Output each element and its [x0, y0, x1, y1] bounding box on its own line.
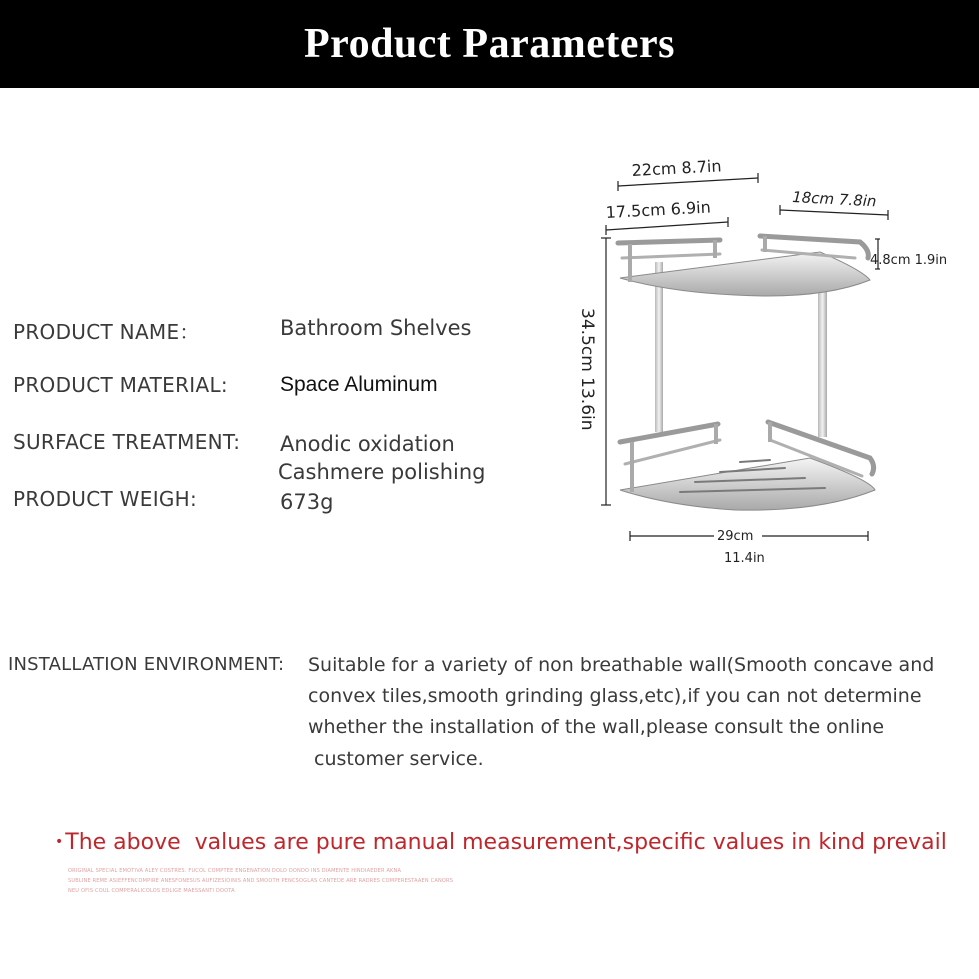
dim-bottom-width-in: 11.4in: [724, 551, 765, 566]
fine-print-line-1: ORIGINAL SPECIAL EMOTIVA ALEY COSTRES. FUCOL COMPTEE ENGENATION DOLO DONDO INS DIAMENTE HINDIAEDER AKNA: [68, 868, 402, 874]
header-bar: [0, 0, 979, 88]
installation-line-2: convex tiles,smooth grinding glass,etc),if you can not determine: [308, 685, 922, 707]
dim-total-height-label: 34.5cm 13.6in: [577, 308, 597, 431]
spec-value-surface: Anodic oxidation: [280, 432, 455, 456]
dim-rail-height: [870, 239, 947, 269]
spec-value-material: Space Aluminum: [280, 373, 438, 396]
shelf-illustration: [618, 236, 875, 510]
dim-top-width-label: 22cm 8.7in: [631, 156, 722, 180]
installation-label: INSTALLATION ENVIRONMENT:: [8, 654, 285, 675]
dim-side-width-label: 18cm 7.8in: [791, 188, 877, 211]
spec-value-weight: 673g: [280, 490, 334, 514]
installation-line-4: customer service.: [308, 748, 484, 770]
fine-print-line-3: NEU OFIS COUL COMPERALICOLOS EDLIGE MAESSANTI DOOTA: [68, 888, 235, 894]
fine-print-line-2: SUBLINE REME ASIEFFENCOMPIRE ANESFONESUS AUFIZESIOINIS AND SMOOTH PENCSOGLAS CANTEDE ARE RADRES COMPERESTAAEN CANORS: [68, 878, 454, 884]
measurement-note: [55, 830, 947, 855]
dim-bottom-width-cm: 29cm: [717, 529, 754, 544]
page-title: Product Parameters: [304, 21, 675, 67]
spec-label-material: PRODUCT MATERIAL:: [13, 373, 228, 397]
note-bullet: •: [55, 834, 64, 850]
dim-side-width: [780, 188, 888, 220]
dim-inner-width: [605, 198, 728, 235]
installation-line-3: whether the installation of the wall,please consult the online: [308, 716, 885, 738]
spec-label-surface: SURFACE TREATMENT:: [13, 430, 241, 454]
dim-total-height: [577, 238, 611, 505]
dim-inner-width-label: 17.5cm 6.9in: [605, 197, 712, 222]
installation-line-1: Suitable for a variety of non breathable wall(Smooth concave and: [308, 654, 935, 676]
dim-bottom-width: [630, 528, 868, 566]
spec-value-name: Bathroom Shelves: [280, 316, 472, 340]
note-text: The above values are pure manual measurement,specific values in kind prevail: [65, 830, 947, 855]
shelf-diagram: [570, 140, 950, 580]
spec-label-name: PRODUCT NAME：: [13, 320, 200, 344]
spec-label-weight: PRODUCT WEIGH:: [13, 487, 198, 511]
dim-rail-height-label: 4.8cm 1.9in: [870, 253, 948, 268]
spec-value-surface-2: Cashmere polishing: [278, 460, 486, 484]
dim-top-width: [618, 156, 758, 191]
